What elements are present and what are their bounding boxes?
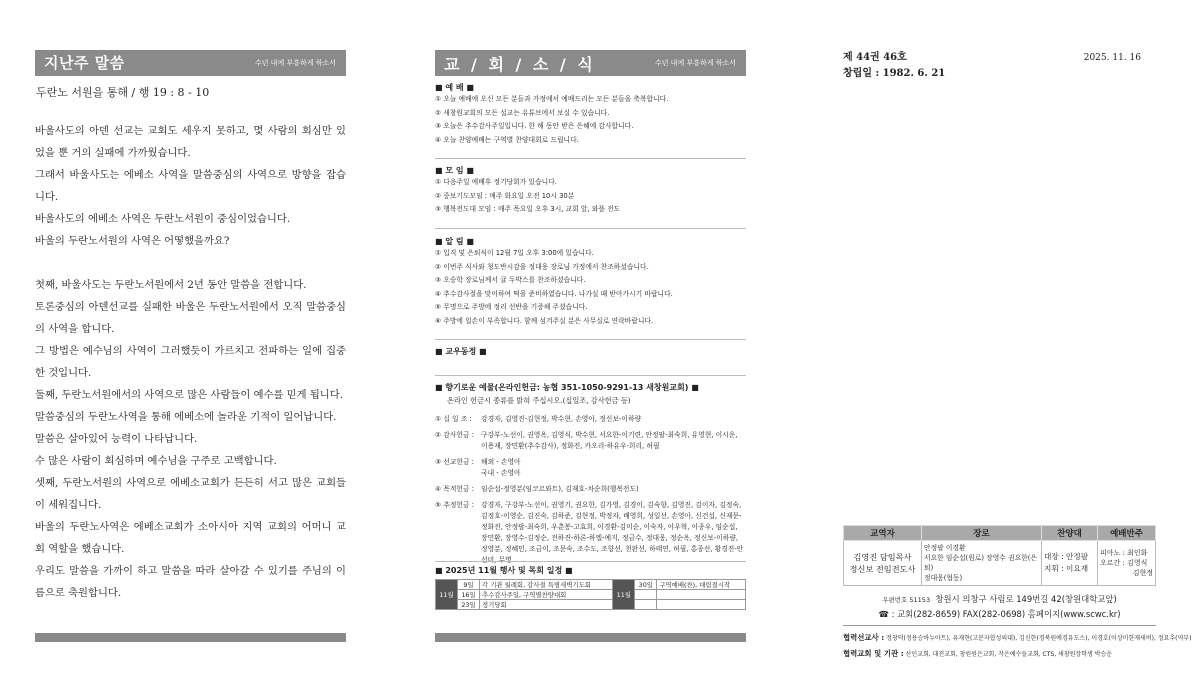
sermon-paragraph: 바울사도의 아덴 선교는 교회도 세우지 못하고, 몇 사람의 회심만 있었을 뿐 거의 실패에 가까웠습니다. <box>35 125 346 159</box>
meeting-item: ③ 행복전도대 모임 : 매주 목요일 오후 3시, 교회 앞, 와플 전도 <box>435 205 621 213</box>
meeting-item: ② 중보기도모임 : 매주 화요일 오전 10시 30분 <box>435 191 575 200</box>
sermon-paragraph: 우리도 말씀을 가까이 하고 말씀을 따라 살아갈 수 있기를 주님의 이름으로 축원합니다. <box>35 565 346 599</box>
choir-cell <box>1042 541 1098 586</box>
table-row <box>436 590 746 600</box>
notice-item: ⑤ 무명으로 주방에 정리 선반을 기증해 주셨습니다. <box>435 303 588 311</box>
sermon-motto: 수년 내에 부흥하게 하소서 <box>254 59 336 67</box>
sermon-body <box>35 120 346 604</box>
notice-item: ③ 오승학 장로님께서 귤 두박스를 찬조하셨습니다. <box>435 276 586 284</box>
sermon-paragraph: 말씀중심의 두란노사역을 통해 에베소에 놀라운 기적이 일어납니다. <box>35 411 337 423</box>
schedule-event-empty <box>657 600 746 610</box>
contact-info: ☎ : 교회(282-8659) FAX(282-0698) 홈페이지(www.scwc.kr) <box>878 609 1121 619</box>
schedule-heading: ■ 2025년 11월 행사 및 목회 일정 ■ <box>435 566 573 575</box>
church-address <box>843 592 1156 621</box>
choir-leader: 대장 : 안정팔 <box>1044 552 1089 561</box>
elder-names: 서요한 임순섭(원로) 장영수 권요한(은퇴) <box>924 554 1037 572</box>
sermon-paragraph: 말씀은 살아있어 능력이 나타납니다. <box>35 433 198 445</box>
schedule-event-empty <box>657 590 746 600</box>
table-header-row <box>844 526 1156 541</box>
offering-row <box>435 430 746 452</box>
notice-section <box>435 236 746 328</box>
table-row <box>844 541 1156 586</box>
sermon-reference: 두란노 서원을 통해 / 행 19 : 8 - 10 <box>36 86 210 99</box>
sermon-panel <box>35 50 346 632</box>
sermon-paragraph: 첫째, 바울사도는 두란노서원에서 2년 동안 말씀을 전합니다. <box>35 279 307 291</box>
elder-names: 안정팔 이경환 <box>924 544 966 552</box>
sermon-header <box>35 50 346 76</box>
news-panel <box>435 50 746 632</box>
worship-section <box>435 82 746 147</box>
schedule-event: 추수감사주일, 구역별찬양대회 <box>480 590 613 600</box>
notice-heading: ■ 알 림 ■ <box>435 237 474 246</box>
staff-header: 예배반주 <box>1098 526 1156 541</box>
choir-conductor: 지휘 : 이요재 <box>1044 564 1089 573</box>
meeting-section <box>435 165 746 217</box>
divider <box>435 158 746 159</box>
missionary-label: 협력선교사 : <box>843 633 885 642</box>
schedule-day: 16일 <box>458 590 480 600</box>
offering-section <box>435 382 746 566</box>
organist: 김현정 <box>1132 569 1153 577</box>
staff-table <box>843 525 1156 586</box>
partner-list: 산인교회, 대전교회, 창원원은교회, 작은예수들교회, CTS, 새창원장학생 박승운 <box>905 651 1113 658</box>
notice-item: ② 이번주 식사와 청도반시감을 정대웅 장로님 가정에서 찬조하셨습니다. <box>435 262 649 271</box>
schedule-day-empty <box>635 590 657 600</box>
bulletin-date: 2025. 11. 16 <box>1083 53 1141 63</box>
zip-code: 우편번호 51153 <box>882 596 931 604</box>
worship-item: ③ 오늘은 추수감사주일입니다. 한 해 동안 받은 은혜에 감사합니다. <box>435 122 634 130</box>
founded-date: 창립일 : 1982. 6. 21 <box>843 68 946 79</box>
cover-panel <box>843 50 1192 658</box>
staff-header: 장로 <box>922 526 1042 541</box>
sermon-paragraph: 그래서 바울사도는 에베소 사역을 말씀중심의 사역으로 방향을 잡습니다. <box>35 169 346 203</box>
offering-label: ② 감사헌금 : <box>435 431 474 439</box>
news-header <box>435 50 746 76</box>
offering-label: ④ 목적헌금 : <box>435 485 474 493</box>
worship-item: ① 오늘 예배에 오신 모든 분들과 가정에서 예배드리는 모든 분들을 축복합니다. <box>435 95 669 103</box>
sermon-footer-bar <box>35 633 346 642</box>
offering-label: ③ 선교헌금 : <box>435 458 474 466</box>
schedule-month: 11월 <box>613 580 635 610</box>
offering-heading: ■ 향기로운 예물(온라인헌금: 농협 351-1050-9291-13 새창원교회) ■ <box>435 383 699 392</box>
divider <box>435 339 746 340</box>
schedule-section <box>435 565 746 576</box>
members-section <box>435 346 746 357</box>
volume-info <box>843 50 945 82</box>
offering-row <box>435 500 746 566</box>
sermon-paragraph: 바울의 두란노서원의 사역은 어떻했을까요? <box>35 235 230 247</box>
street-address: 창원시 의창구 사림로 149번길 42(창원대학교앞) <box>935 594 1117 604</box>
meeting-item: ① 다음주일 예배후 정기당회가 있습니다. <box>435 178 557 186</box>
offering-row <box>435 414 746 425</box>
schedule-event: 정기당회 <box>480 600 613 610</box>
worship-item: ② 새창원교회의 모든 설교는 유튜브에서 보실 수 있습니다. <box>435 108 610 117</box>
sermon-title: 지난주 말씀 <box>44 54 125 72</box>
sermon-paragraph: 그 방법은 예수님의 사역이 그러했듯이 가르치고 전파하는 일에 집중한 것입니다. <box>35 345 346 379</box>
volume-number: 제 44권 46호 <box>843 52 907 63</box>
elders-cell <box>922 541 1042 586</box>
divider <box>435 375 746 376</box>
meeting-heading: ■ 모 임 ■ <box>435 166 474 175</box>
offering-names: 임순섭-정영분(임코르와트), 김재호-차순희(행복전도) <box>481 485 639 493</box>
schedule-day-empty <box>635 600 657 610</box>
divider <box>435 228 746 229</box>
schedule-day: 30일 <box>635 580 657 590</box>
schedule-month: 11월 <box>436 580 458 610</box>
table-row <box>436 580 746 590</box>
offering-names: 해외 - 손영아 국내 - 손영아 <box>481 458 521 477</box>
news-motto: 수년 내에 부흥하게 하소서 <box>654 59 736 67</box>
pianist: 피아노 : 최인화 <box>1100 549 1148 557</box>
offering-names: 구강부-노선이, 권영옥, 김영식, 박수현, 서요한-이기련, 안정팔-최숙희, 유영현, 이시운, 이용재, 장민환(추수감사), 정화진, 카오리-하유우-희리, 허필 <box>481 431 738 450</box>
offering-row <box>435 457 746 479</box>
staff-header: 교역자 <box>844 526 922 541</box>
offering-label: ① 십 일 조 : <box>435 415 472 423</box>
missionary-list: 정창덕(정용승바누아트), 유재현(고분자합성의대), 김신한(경북원예경유도스), 이경호(이상미한재새버), 정요추(역부) <box>886 635 1192 642</box>
sermon-paragraph: 토론중심의 아덴선교를 실패한 바울은 두란노서원에서 오직 말씀중심의 사역을 합니다. <box>35 301 346 335</box>
sermon-paragraph: 바울사도의 에베소 사역은 두란노서원이 중심이었습니다. <box>35 213 291 225</box>
notice-item: ① 입직 및 은퇴식이 12월 7일 오후 3:00에 있습니다. <box>435 249 594 257</box>
sermon-paragraph: 둘째, 두란노서원에서의 사역으로 많은 사람들이 예수를 믿게 됩니다. <box>35 389 343 401</box>
schedule-day: 23일 <box>458 600 480 610</box>
partner-info <box>843 625 1192 662</box>
worship-heading: ■ 예 배 ■ <box>435 83 474 92</box>
pastor-name: 김영진 담임목사 <box>853 552 912 562</box>
accompany-cell <box>1098 541 1156 586</box>
news-footer-bar <box>435 633 746 642</box>
pastors-cell <box>844 541 922 586</box>
offering-note: 온라인 헌금시 종류를 밝혀 주십시오.(십일조, 감사헌금 등) <box>447 396 631 405</box>
news-title: 교 / 회 / 소 / 식 <box>444 55 596 74</box>
offering-label: ⑤ 추정헌금 : <box>435 501 474 509</box>
elder-names: 정대웅(협동) <box>924 574 963 582</box>
partner-label: 협력교회 및 기관 : <box>843 649 904 658</box>
notice-item: ⑥ 주방에 일손이 부족합니다. 함께 섬겨주실 분은 사무실로 연락바랍니다. <box>435 316 654 325</box>
sermon-paragraph: 셋째, 두란노서원의 사역으로 에베소교회가 든든히 서고 많은 교회들이 세워집니다. <box>35 477 346 511</box>
schedule-event: 구역예배(찬), 대림절시작 <box>657 580 746 590</box>
offering-names: 강경자, 김영진-김현정, 박수현, 손영아, 정신보-이하량 <box>481 415 642 423</box>
pastor-name: 정신보 전임전도사 <box>849 564 916 574</box>
divider <box>435 561 746 562</box>
staff-header: 찬양대 <box>1042 526 1098 541</box>
schedule-event: 각 기관 월례회, 감사절 특별새벽기도회 <box>480 580 613 590</box>
table-row <box>436 600 746 610</box>
organist: 오르간 : 김영식 <box>1100 559 1148 567</box>
members-heading: ■ 교우동정 ■ <box>435 347 487 356</box>
notice-item: ④ 추수감사절을 맞이하여 떡을 준비하였습니다. 나가실 때 받아가시기 바랍니다. <box>435 289 673 298</box>
sermon-paragraph: 수 많은 사람이 회심하며 예수님을 구주로 고백합니다. <box>35 455 277 467</box>
schedule-day: 9일 <box>458 580 480 590</box>
schedule-table <box>435 579 746 610</box>
offering-row <box>435 484 746 495</box>
sermon-paragraph: 바울의 두란노사역은 에베소교회가 소아시아 지역 교회의 어머니 교회 역할을 했습니다. <box>35 521 346 555</box>
offering-names: 강경자, 구강부-노선이, 권영기, 권요한, 김가영, 김경이, 김숙향, 김영진, 김이자, 김정숙, 김정호-이영순, 김진숙, 김하준, 김현정, 박정자, 배영희, 성일선, 손영아, 신건섭, 신재문-정화진, 안정팔-최숙희, 우춘봉-고효희, 이경환-김미순, 이숙자, 이우혁, 이종우, 임순섭, 장민환, 장영수-김정순, 전하진-하론-하엘-예지, 정금수, 정대웅, 정순옥, 정신보-이하량, 정영분, 정혜민, 조금이, 조문숙, 조수도, 조향선, 천완선, 하태연, 허필, 홍종선, 황경진-안선미, 무명 <box>481 501 744 564</box>
worship-item: ④ 오늘 찬양예배는 구역별 찬양대회로 드립니다. <box>435 135 579 144</box>
